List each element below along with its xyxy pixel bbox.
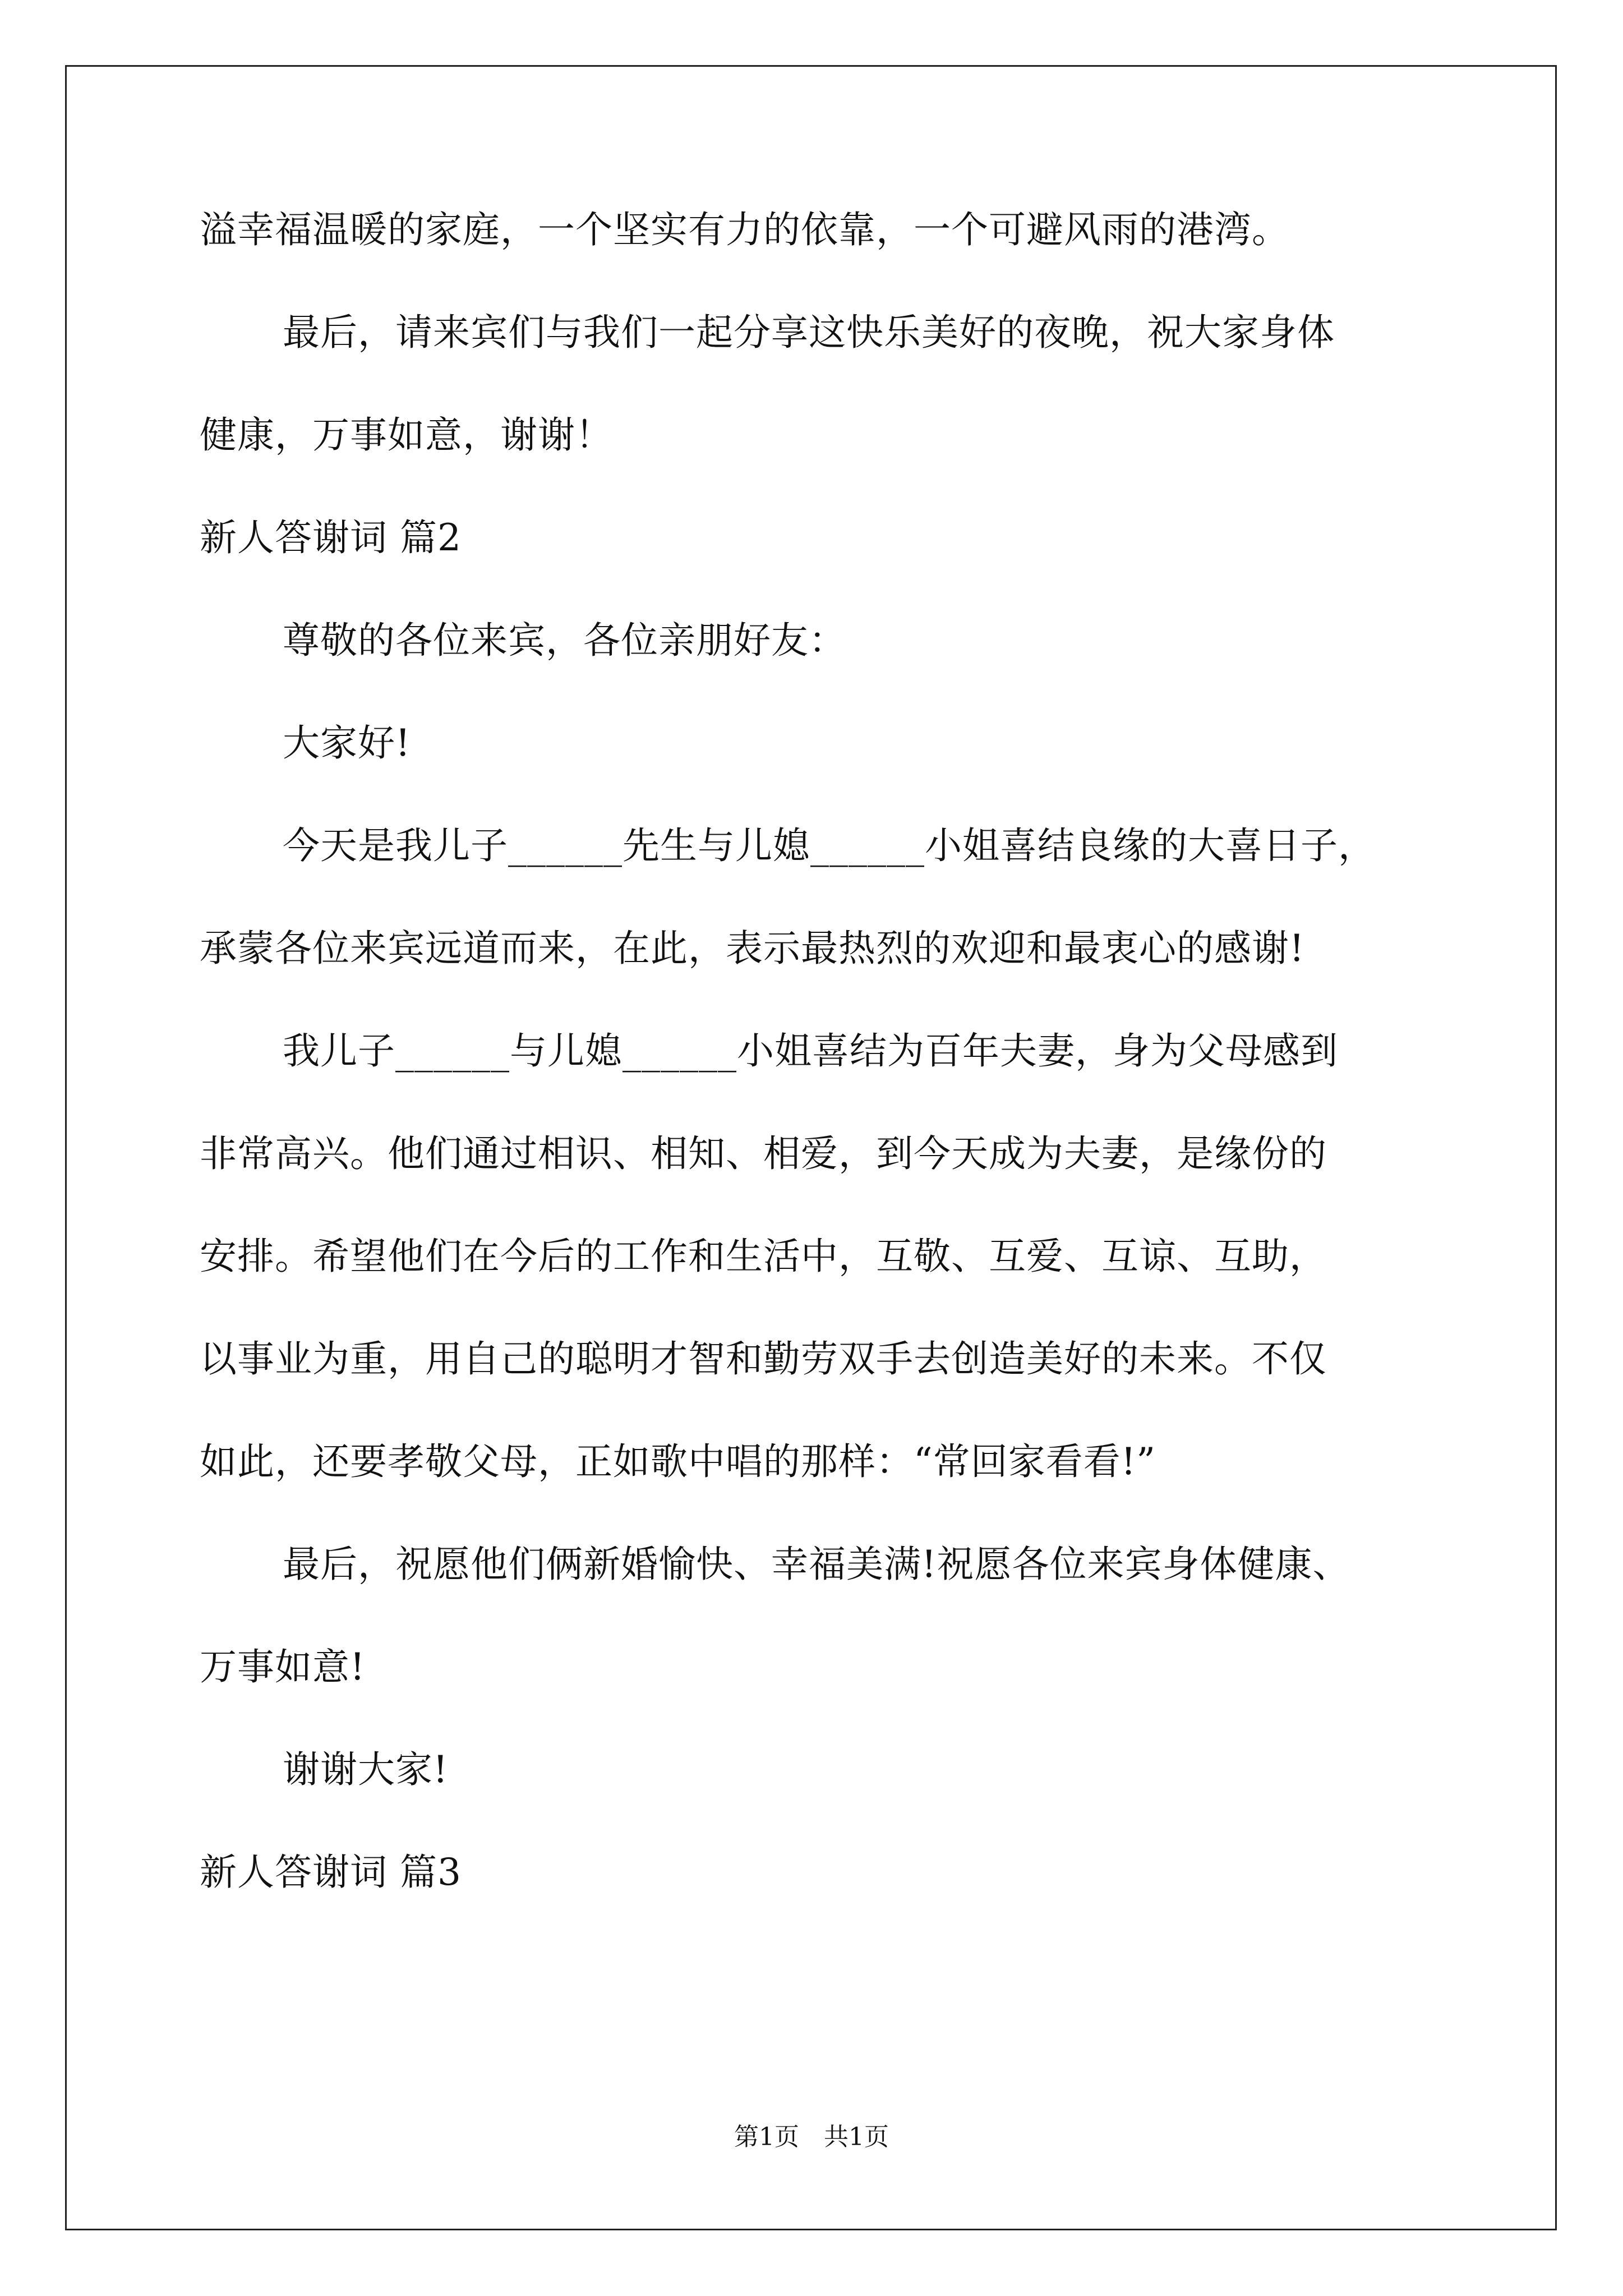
paragraph-line-2: 最后，请来宾们与我们一起分享这快乐美好的夜晚，祝大家身体 [283,311,1335,354]
section-heading-2: 新人答谢词 篇2 [200,516,462,559]
paragraph-line-3: 健康，万事如意，谢谢！ [200,413,613,457]
paragraph-line-8: 承蒙各位来宾远道而来，在此，表示最热烈的欢迎和最衷心的感谢! [200,927,1305,970]
greeting: 大家好! [283,721,411,765]
paragraph-line-12: 以事业为重，用自己的聪明才智和勤劳双手去创造美好的未来。不仅 [200,1337,1327,1381]
paragraph-line-1: 溢幸福温暖的家庭，一个坚实有力的依靠，一个可避风雨的港湾。 [200,208,1289,251]
paragraph-line-15: 万事如意! [200,1645,366,1688]
paragraph-line-13: 如此，还要孝敬父母，正如歌中唱的那样：“常回家看看!” [200,1440,1156,1483]
paragraph-line-9: 我儿子______与儿媳______小姐喜结为百年夫妻，身为父母感到 [283,1029,1338,1073]
closing-thanks: 谢谢大家! [283,1748,449,1791]
paragraph-line-14: 最后，祝愿他们俩新婚愉快、幸福美满!祝愿各位来宾身体健康、 [283,1543,1350,1586]
salutation: 尊敬的各位来宾，各位亲朋好友： [283,619,846,662]
paragraph-line-7: 今天是我儿子______先生与儿媳______小姐喜结良缘的大喜日子， [283,824,1376,867]
paragraph-line-10: 非常高兴。他们通过相识、相知、相爱，到今天成为夫妻，是缘份的 [200,1132,1327,1175]
page-number-footer: 第1页 共1页 [734,2123,889,2151]
section-heading-3: 新人答谢词 篇3 [200,1851,462,1894]
paragraph-line-11: 安排。希望他们在今后的工作和生活中，互敬、互爱、互谅、互助， [200,1235,1327,1278]
